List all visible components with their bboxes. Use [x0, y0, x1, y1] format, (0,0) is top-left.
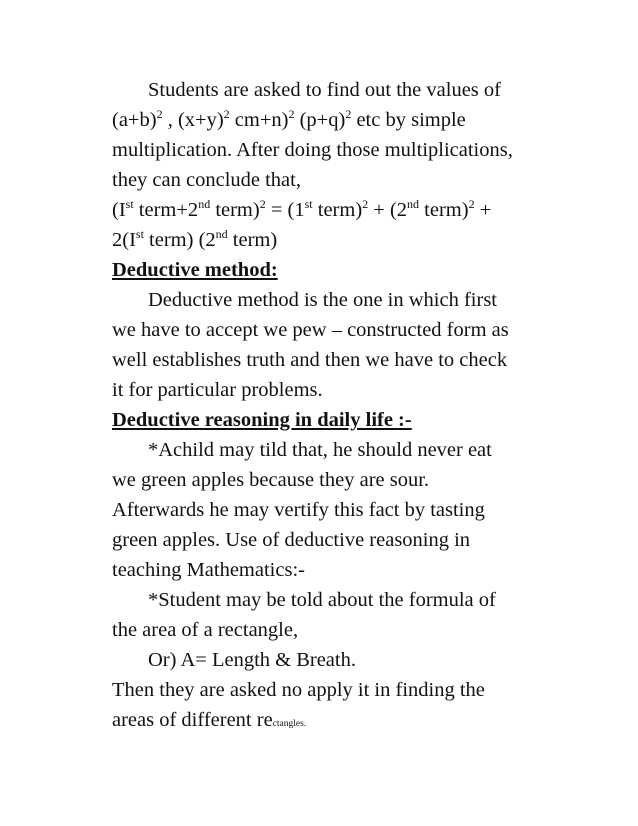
superscript: nd [198, 197, 211, 212]
superscript: st [135, 227, 144, 242]
superscript: st [125, 197, 134, 212]
text-line: the area of a rectangle, [112, 619, 299, 641]
text-line: Deductive method is the one in which first [148, 289, 497, 311]
text-fragment: (I [112, 199, 126, 221]
superscript: nd [407, 197, 420, 212]
text-line: Or) A= Length & Breath. [148, 649, 356, 671]
text-line: well establishes truth and then we have to check [112, 349, 508, 371]
text-fragment: , (x+y) [162, 109, 224, 131]
superscript: 2 [468, 197, 475, 212]
superscript: 2 [288, 107, 295, 122]
small-text-fragment: ctangles. [272, 719, 307, 729]
text-line: it for particular problems. [112, 379, 323, 401]
text-line: Students are asked to find out the values of [148, 79, 501, 101]
text-fragment: (a+b) [112, 109, 157, 131]
superscript: 2 [345, 107, 352, 122]
text-fragment: term) [419, 199, 469, 221]
text-line: green apples. Use of deductive reasoning in [112, 529, 471, 551]
superscript: nd [215, 227, 228, 242]
text-line: Afterwards he may vertify this fact by tasting [112, 499, 485, 521]
text-line: teaching Mathematics:- [112, 559, 305, 581]
text-line: they can conclude that, [112, 169, 301, 191]
text-fragment: term) [227, 229, 278, 251]
superscript: 2 [362, 197, 369, 212]
text-line: multiplication. After doing those multiplications, [112, 139, 513, 161]
text-fragment: etc by simple [351, 109, 466, 131]
formula-line [112, 196, 491, 225]
text-fragment: cm+n) [229, 109, 289, 131]
text-fragment: = (1 [265, 199, 305, 221]
text-fragment: term) [312, 199, 363, 221]
text-fragment: term) [210, 199, 260, 221]
section-heading: Deductive reasoning in daily life :- [112, 409, 412, 431]
text-fragment: term+2 [133, 199, 199, 221]
text-line: we green apples because they are sour. [112, 469, 430, 491]
superscript: 2 [223, 107, 230, 122]
text-fragment: 2(I [112, 229, 136, 251]
superscript: st [304, 197, 313, 212]
text-line: *Student may be told about the formula of [148, 589, 496, 611]
text-line: Then they are asked no apply it in finding the [112, 679, 485, 701]
text-fragment: term) (2 [143, 229, 216, 251]
text-line-with-powers [112, 106, 466, 135]
text-fragment: + [474, 199, 492, 221]
text-fragment: areas of different re [112, 709, 273, 731]
section-heading: Deductive method: [112, 259, 278, 281]
text-line: *Achild may tild that, he should never eat [148, 439, 492, 461]
text-fragment: (p+q) [294, 109, 346, 131]
superscript: 2 [156, 107, 163, 122]
superscript: 2 [259, 197, 266, 212]
text-line [112, 706, 306, 739]
text-line: we have to accept we pew – constructed form as [112, 319, 509, 341]
text-fragment: + (2 [368, 199, 408, 221]
formula-line [112, 226, 277, 255]
